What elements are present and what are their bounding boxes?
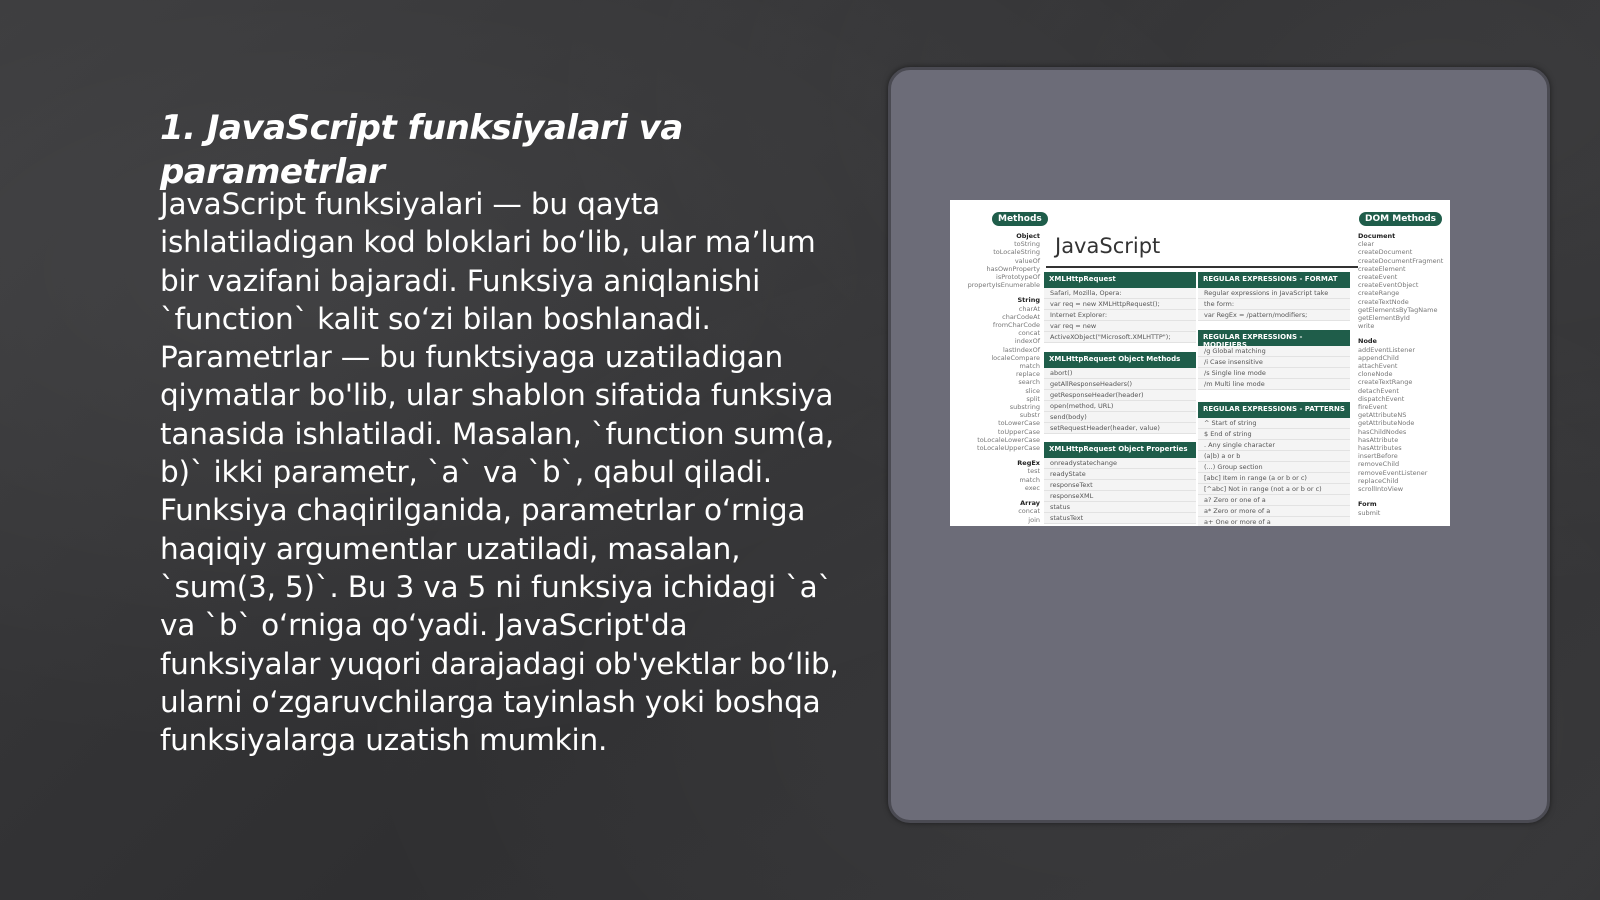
cheatsheet-box bbox=[1198, 402, 1350, 526]
group-heading: Form bbox=[1358, 500, 1377, 509]
dom-methods-column bbox=[1358, 232, 1448, 517]
box-line: responseText bbox=[1044, 480, 1196, 491]
method-item: fromCharCode bbox=[992, 321, 1040, 330]
group-heading: Object bbox=[1016, 232, 1040, 240]
cheatsheet-box bbox=[1198, 330, 1350, 390]
method-item: propertyIsEnumerable bbox=[967, 281, 1040, 290]
method-item: removeChild bbox=[1358, 460, 1400, 469]
method-item: match bbox=[1019, 475, 1040, 484]
method-item: valueOf bbox=[1014, 256, 1040, 265]
method-item: appendChild bbox=[1358, 353, 1399, 362]
method-item: toLocaleString bbox=[993, 248, 1040, 257]
method-item: toLocaleUpperCase bbox=[977, 444, 1040, 453]
box-line: var req = new bbox=[1044, 321, 1196, 332]
method-item: fireEvent bbox=[1358, 403, 1388, 412]
method-item: substr bbox=[1019, 411, 1040, 420]
method-item: createEventObject bbox=[1358, 281, 1419, 290]
box-line: (a|b) a or b bbox=[1198, 451, 1350, 462]
box-header: REGULAR EXPRESSIONS - PATTERNS bbox=[1198, 402, 1350, 418]
method-item: split bbox=[1026, 394, 1040, 403]
method-item: createDocument bbox=[1358, 248, 1413, 257]
box-line: a? Zero or one of a bbox=[1198, 495, 1350, 506]
box-line: Internet Explorer: bbox=[1044, 310, 1196, 321]
method-item: join bbox=[1028, 515, 1040, 524]
cheatsheet-box bbox=[1044, 442, 1196, 524]
box-line: send(body) bbox=[1044, 412, 1196, 423]
method-item: exec bbox=[1024, 483, 1040, 492]
method-item: replace bbox=[1015, 370, 1040, 379]
method-item: concat bbox=[1018, 329, 1040, 338]
method-item: removeEventListener bbox=[1358, 468, 1428, 477]
box-line: abort() bbox=[1044, 368, 1196, 379]
group-heading: String bbox=[1017, 296, 1040, 305]
box-header: REGULAR EXPRESSIONS - MODIFIERS bbox=[1198, 330, 1350, 346]
method-item: charAt bbox=[1018, 304, 1040, 313]
group-heading: Node bbox=[1358, 337, 1377, 346]
box-line: . Any single character bbox=[1198, 440, 1350, 451]
box-header: XMLHttpRequest Object Methods bbox=[1044, 352, 1196, 368]
method-item: getAttributeNS bbox=[1358, 411, 1407, 420]
methods-column bbox=[952, 232, 1040, 524]
box-line: Safari, Mozilla, Opera: bbox=[1044, 288, 1196, 299]
method-item: getAttributeNode bbox=[1358, 419, 1415, 428]
box-line: Regular expressions in JavaScript take bbox=[1198, 288, 1350, 299]
box-line: readyState bbox=[1044, 469, 1196, 480]
group-heading: RegEx bbox=[1017, 459, 1040, 468]
box-line: getResponseHeader(header) bbox=[1044, 390, 1196, 401]
box-header: XMLHttpRequest bbox=[1044, 272, 1196, 288]
method-item: hasChildNodes bbox=[1358, 427, 1407, 436]
box-line: statusText bbox=[1044, 513, 1196, 524]
box-header: XMLHttpRequest Object Properties bbox=[1044, 442, 1196, 458]
method-item: getElementsByTagName bbox=[1358, 305, 1438, 314]
cheatsheet-box bbox=[1044, 352, 1196, 434]
box-header: REGULAR EXPRESSIONS - FORMAT bbox=[1198, 272, 1350, 288]
method-item: toUpperCase bbox=[997, 427, 1040, 436]
method-item: test bbox=[1027, 467, 1040, 476]
method-item: createDocumentFragment bbox=[1358, 256, 1444, 265]
box-line: (...) Group section bbox=[1198, 462, 1350, 473]
method-item: toString bbox=[1014, 240, 1040, 249]
method-item: dispatchEvent bbox=[1358, 394, 1405, 403]
box-line: /g Global matching bbox=[1198, 346, 1350, 357]
method-item: search bbox=[1018, 378, 1040, 387]
box-line: status bbox=[1044, 502, 1196, 513]
method-item: hasAttributes bbox=[1358, 444, 1402, 453]
method-item: insertBefore bbox=[1358, 452, 1398, 461]
method-item: scrollIntoView bbox=[1358, 485, 1404, 494]
box-line: setRequestHeader(header, value) bbox=[1044, 423, 1196, 434]
method-item: detachEvent bbox=[1358, 386, 1399, 395]
method-item: createTextRange bbox=[1358, 378, 1413, 387]
box-line: ActiveXObject("Microsoft.XMLHTTP"); bbox=[1044, 332, 1196, 343]
box-line: /m Multi line mode bbox=[1198, 379, 1350, 390]
box-line: getAllResponseHeaders() bbox=[1044, 379, 1196, 390]
method-item: getElementById bbox=[1358, 314, 1410, 323]
group-heading: Document bbox=[1358, 232, 1396, 240]
method-item: toLowerCase bbox=[998, 419, 1040, 428]
method-item: addEventListener bbox=[1358, 345, 1416, 354]
method-item: charCodeAt bbox=[1002, 312, 1040, 321]
method-item: createEvent bbox=[1358, 273, 1398, 282]
javascript-cheatsheet-image bbox=[950, 200, 1450, 526]
title-divider bbox=[1046, 266, 1358, 268]
box-line: [^abc] Not in range (not a or b or c) bbox=[1198, 484, 1350, 495]
method-item: replaceChild bbox=[1358, 476, 1399, 485]
method-item: toLocaleLowerCase bbox=[977, 435, 1040, 444]
box-line: a* Zero or more of a bbox=[1198, 506, 1350, 517]
method-item: write bbox=[1358, 322, 1375, 331]
method-item: createTextNode bbox=[1358, 297, 1409, 306]
method-item: concat bbox=[1018, 507, 1040, 516]
method-item: submit bbox=[1358, 508, 1381, 517]
box-line: the form: bbox=[1198, 299, 1350, 310]
method-item: createRange bbox=[1358, 289, 1400, 298]
cheatsheet-title: JavaScript bbox=[1055, 234, 1161, 258]
method-item: createElement bbox=[1358, 264, 1406, 273]
method-item: match bbox=[1019, 362, 1040, 371]
box-line: a+ One or more of a bbox=[1198, 517, 1350, 526]
group-heading: Array bbox=[1020, 499, 1040, 508]
box-line: ^ Start of string bbox=[1198, 418, 1350, 429]
method-item: hasAttribute bbox=[1358, 435, 1399, 444]
method-item: hasOwnProperty bbox=[986, 264, 1040, 273]
box-line: responseXML bbox=[1044, 491, 1196, 502]
slide-body-text: JavaScript funksiyalari — bu qayta ishlatiladigan kod bloklari bo‘lib, ular ma’lum bir vazifani bajaradi. Funksiya aniqlanishi `function` kalit so‘zi bilan boshlanadi. Parametrlar — bu funktsiyaga uzatiladigan qiymatlar bo'lib, ular shablon sifatida funksiya tanasida ishlatiladi. Masalan, `function sum(a, b)` ikki parametr, `a` va `b`, qabul qiladi. Funksiya chaqirilganida, parametrlar o‘rniga haqiqiy argumentlar uzatiladi, masalan, `sum(3, 5)`. Bu 3 va 5 ni funksiya ichidagi `a` va `b` o‘rniga qo‘yadi. JavaScript'da funksiyalar yuqori darajadagi ob'yektlar bo‘lib, ularni o‘zgaruvchilarga tayinlash yoki boshqa funksiyalarga uzatish mumkin. bbox=[160, 187, 839, 758]
method-item: cloneNode bbox=[1358, 370, 1393, 379]
methods-pill: Methods bbox=[992, 212, 1048, 226]
cheatsheet-box bbox=[1044, 272, 1196, 343]
box-line: open(method, URL) bbox=[1044, 401, 1196, 412]
box-line: onreadystatechange bbox=[1044, 458, 1196, 469]
box-line: [abc] Item in range (a or b or c) bbox=[1198, 473, 1350, 484]
box-line: /s Single line mode bbox=[1198, 368, 1350, 379]
dom-methods-pill: DOM Methods bbox=[1359, 212, 1442, 226]
slide-title: 1. JavaScript funksiyalari va parametrlar bbox=[160, 108, 683, 192]
method-item: attachEvent bbox=[1358, 362, 1398, 371]
cheatsheet-box bbox=[1198, 272, 1350, 321]
box-line: /i Case insensitive bbox=[1198, 357, 1350, 368]
method-item: isPrototypeOf bbox=[996, 273, 1040, 282]
method-item: substring bbox=[1009, 403, 1040, 412]
method-item: localeCompare bbox=[991, 353, 1040, 362]
method-item: indexOf bbox=[1014, 337, 1040, 346]
method-item: lastIndexOf bbox=[1002, 345, 1040, 354]
box-line: var req = new XMLHttpRequest(); bbox=[1044, 299, 1196, 310]
method-item: slice bbox=[1025, 386, 1040, 395]
box-line: $ End of string bbox=[1198, 429, 1350, 440]
box-line: var RegEx = /pattern/modifiers; bbox=[1198, 310, 1350, 321]
method-item: clear bbox=[1358, 240, 1375, 249]
